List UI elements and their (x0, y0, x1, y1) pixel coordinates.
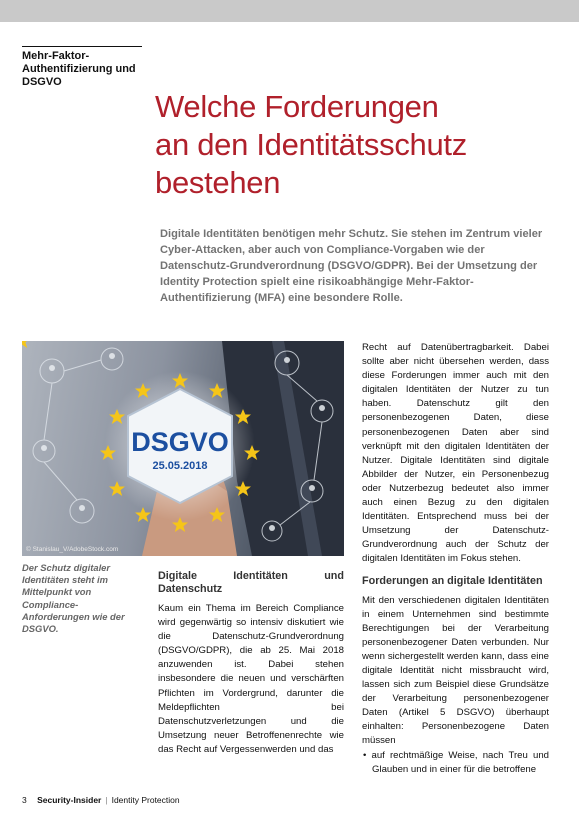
article-photo (22, 341, 344, 556)
right-column (362, 341, 549, 777)
headline-line-3: bestehen (155, 165, 281, 200)
headline-line-1: Welche Forderungen (155, 89, 439, 124)
top-bar (0, 0, 579, 22)
bullet-item: • auf rechtmäßige Weise, nach Treu und Glauben und in einer für die betroffene (363, 749, 549, 775)
middle-column (158, 570, 344, 757)
footer-brand: Security-Insider (37, 795, 102, 805)
middle-column-heading: Digitale Identitäten und Datenschutz (158, 570, 344, 595)
photo-credit: © Stanislau_V/AdobeStock.com (26, 546, 119, 553)
bullet-item-text: auf rechtmäßige Weise, nach Treu und Glauben und in einer für die betroffene (371, 749, 549, 775)
right-column-heading: Forderungen an digitale Identitäten (362, 574, 543, 587)
lead-paragraph: Digitale Identitäten benötigen mehr Schutz. Sie stehen im Zentrum vieler Cyber-Attacken, aber auch von Compliance-Vorgaben wie der Datenschutz-Grundverordnung (DSGVO/GDPR). Bei der Umsetzung der Identity Protection spielt eine risikoabhängige Mehr-Faktor-Authentifizierung (MFA) eine besondere Rolle. (160, 228, 543, 304)
photo-caption: Der Schutz digitaler Identitäten steht im Mittelpunkt von Compliance-Anforderungen wie der DSGVO. (22, 562, 125, 635)
footer-separator: | (105, 795, 108, 805)
badge-title: DSGVO (131, 427, 229, 457)
section-label: Mehr-Faktor-Authentifizierung und DSGVO (22, 46, 142, 89)
dsgvo-illustration (22, 341, 344, 556)
badge-date: 25.05.2018 (152, 460, 208, 472)
page-footer (22, 795, 180, 805)
right-column-text-1: Recht auf Datenübertragbarkeit. Dabei sollte aber nicht übersehen werden, dass diese Forderungen immer auch mit den digitalen Identitäten der Nutzer zu tun haben. Datenschutz gilt den personenbezogenen Daten, diese personenbezogenen Daten aber sind verknüpft mit den digitalen Identitäten der Nutzer. Digitale Identitäten sind digitale Abbilder der Nutzer, ein Personenbezug oder Nutzerbezug bedeutet also immer auch einen Bezug zu den digitalen Identitäten. Entsprechend muss bei der Umsetzung der Datenschutz-Grundverordnung auch der Schutz der digitalen Identitäten im Fokus stehen. (362, 342, 549, 565)
headline-line-2: an den Identitätsschutz (155, 127, 467, 162)
middle-column-text: Kaum ein Thema im Bereich Compliance wird gegenwärtig so intensiv diskutiert wie die Datenschutz-Grundverordnung (DSGVO/GDPR), die ab 25. Mai 2018 anzuwenden ist. Dabei stehen insbesondere die neuen und verschärften Pflichten im Vordergrund, darunter die Meldepflichten bei Datenschutzverletzungen und die Umsetzung neuer Betroffenenrechte wie das Recht auf Vergessenwerden und das (158, 603, 344, 755)
page-number: 3 (22, 795, 27, 805)
headline (155, 88, 555, 202)
footer-section: Identity Protection (111, 795, 180, 805)
right-column-text-2: Mit den verschiedenen digitalen Identitäten in einem Unternehmen sind bestimmte Berechtigungen bei der Verarbeitung personenbezogener Daten verbunden. Nur wenn sichergestellt werden kann, dass eine digitale Identität nicht missbraucht wird, lassen sich zum Beispiel diese Grundsätze der Verarbeitung personenbezogener Daten (Artikel 5 DSGVO) überhaupt einhalten: Personenbezogene Daten müssen (362, 594, 549, 747)
